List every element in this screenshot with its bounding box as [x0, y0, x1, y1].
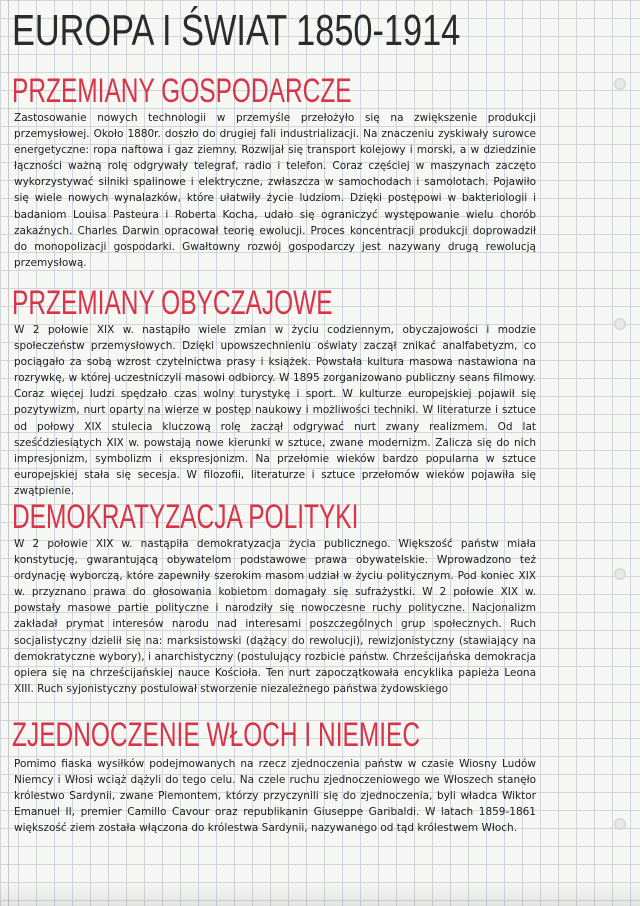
section-heading-democratization: DEMOKRATYZACJA POLITYKI: [12, 498, 359, 536]
binder-hole: [614, 318, 626, 330]
section-heading-economic: PRZEMIANY GOSPODARCZE: [12, 72, 352, 110]
page-title: EUROPA I ŚWIAT 1850-1914: [12, 6, 461, 55]
margin-line: [8, 0, 9, 906]
section-text-customs: W 2 połowie XIX w. nastąpiło wiele zmian w życiu codziennym, obyczajowości i modzie społeczeństw przemysłowych. Dzięki upowszechnieniu oświaty zaczął znikać analfabetyzm, co pociągało za sobą wzrost czytelnictwa prasy i książek. Powstała kultura masowa nastawiona na rozrywkę, w której uczestniczyli masowi odbiorcy. W 1895 zorganizowano publiczny seans filmowy. Coraz więcej ludzi spędzało czas wolny turystykę i sport. W kulturze europejskiej pojawił się pozytywizm, nurt oparty na wierze w postęp naukowy i możliwości techniki. W literaturze i sztuce od połowy XIX stulecia kluczową rolę zaczął odgrywać nurt zwany realizmem. Od lat sześćdziesiątych XIX w. powstają nowe kierunki w sztuce, zwane modernizm. Zalicza się do nich impresjonizm, symbolizm i ekspresjonizm. Na przełomie wieków bardzo popularna w sztuce europejskiej stała się secesja. W filozofii, literaturze i sztuce przełomów wieków pojawiła się zwątpienie.: [14, 324, 536, 497]
section-text-unification: Pomimo fiaska wysiłków podejmowanych na rzecz zjednoczenia państw w czasie Wiosny Ludów Niemcy i Włosi wciąż dążyli do tego celu. Na czele ruchu zjednoczeniowego we Włoszech stanęło królestwo Sardynii, zwane Piemontem, którzy przyczynili się do zjednoczenia, byli władca Wiktor Emanuel II, premier Camillo Cavour oraz republikanin Giuseppe Garibaldi. W latach 1859-1861 większość ziem została włączona do królestwa Sardynii, nazywanego od tąd królestwem Włoch.: [14, 758, 536, 835]
binder-hole: [614, 818, 626, 830]
section-heading-customs: PRZEMIANY OBYCZAJOWE: [12, 284, 333, 322]
binder-hole: [614, 78, 626, 90]
section-text-democratization: W 2 połowie XIX w. nastąpiła demokratyzacja życia publicznego. Większość państw miała konstytucję, gwarantującą obywatelom podstawowe prawa obywatelskie. Wprowadzono też ordynację wyborczą, które zapewniły szerokim masom udział w życiu politycznym. Pod koniec XIX w. przyznano prawa do głosowania kobietom domagały się sufrażystki. W 2 połowie XIX w. powstały masowe partie polityczne i narodziły się nowoczesne ruchy polityczne. Nacjonalizm zakładał prymat interesów narodu nad interesami poszczególnych grup społecznych. Ruch socjalistyczny dzielił się na: marksistowski (dążący do rewolucji), rewizjonistyczny (stawiający na demokratyczne wybory), i anarchistyczny (postulujący rozbicie państw. Chrześcijańska demokracja opiera się na chrześcijańskiej nauce Kościoła. Ten nurt zapoczątkowała encyklika papieża Leona XIII. Ruch syjonistyczny postulował stworzenie niezależnego państwa żydowskiego: [14, 538, 536, 695]
binder-hole: [614, 568, 626, 580]
section-text-economic: Zastosowanie nowych technologii w przemyśle przełożyło się na zwiększenie produkcji przemysłowej. Około 1880r. doszło do drugiej fali industrializacji. Na znaczeniu zyskiwały surowce energetyczne: ropa naftowa i gaz ziemny. Rozwijał się transport kolejowy i morski, a w dziedzinie łączności ważną rolę odgrywały telegraf, radio i telefon. Coraz częściej w maszynach zaczęto wykorzystywać silniki spalinowe i elektryczne, zwłaszcza w samochodach i samolotach. Pojawiło się wiele nowych wynalazków, które ułatwiły życie ludziom. Dzięki postępowi w bakteriologii i badaniom Louisa Pasteura i Roberta Kocha, udało się ograniczyć występowanie wielu chorób zakaźnych. Charles Darwin opracował teorię ewolucji. Proces koncentracji produkcji doprowadził do monopolizacji gospodarki. Gwałtowny rozwój gospodarczy jest nazywany drugą rewolucją przemysłową.: [14, 112, 536, 269]
page-edge-shadow: [0, 882, 640, 906]
section-heading-unification: ZJEDNOCZENIE WŁOCH I NIEMIEC: [12, 716, 421, 754]
